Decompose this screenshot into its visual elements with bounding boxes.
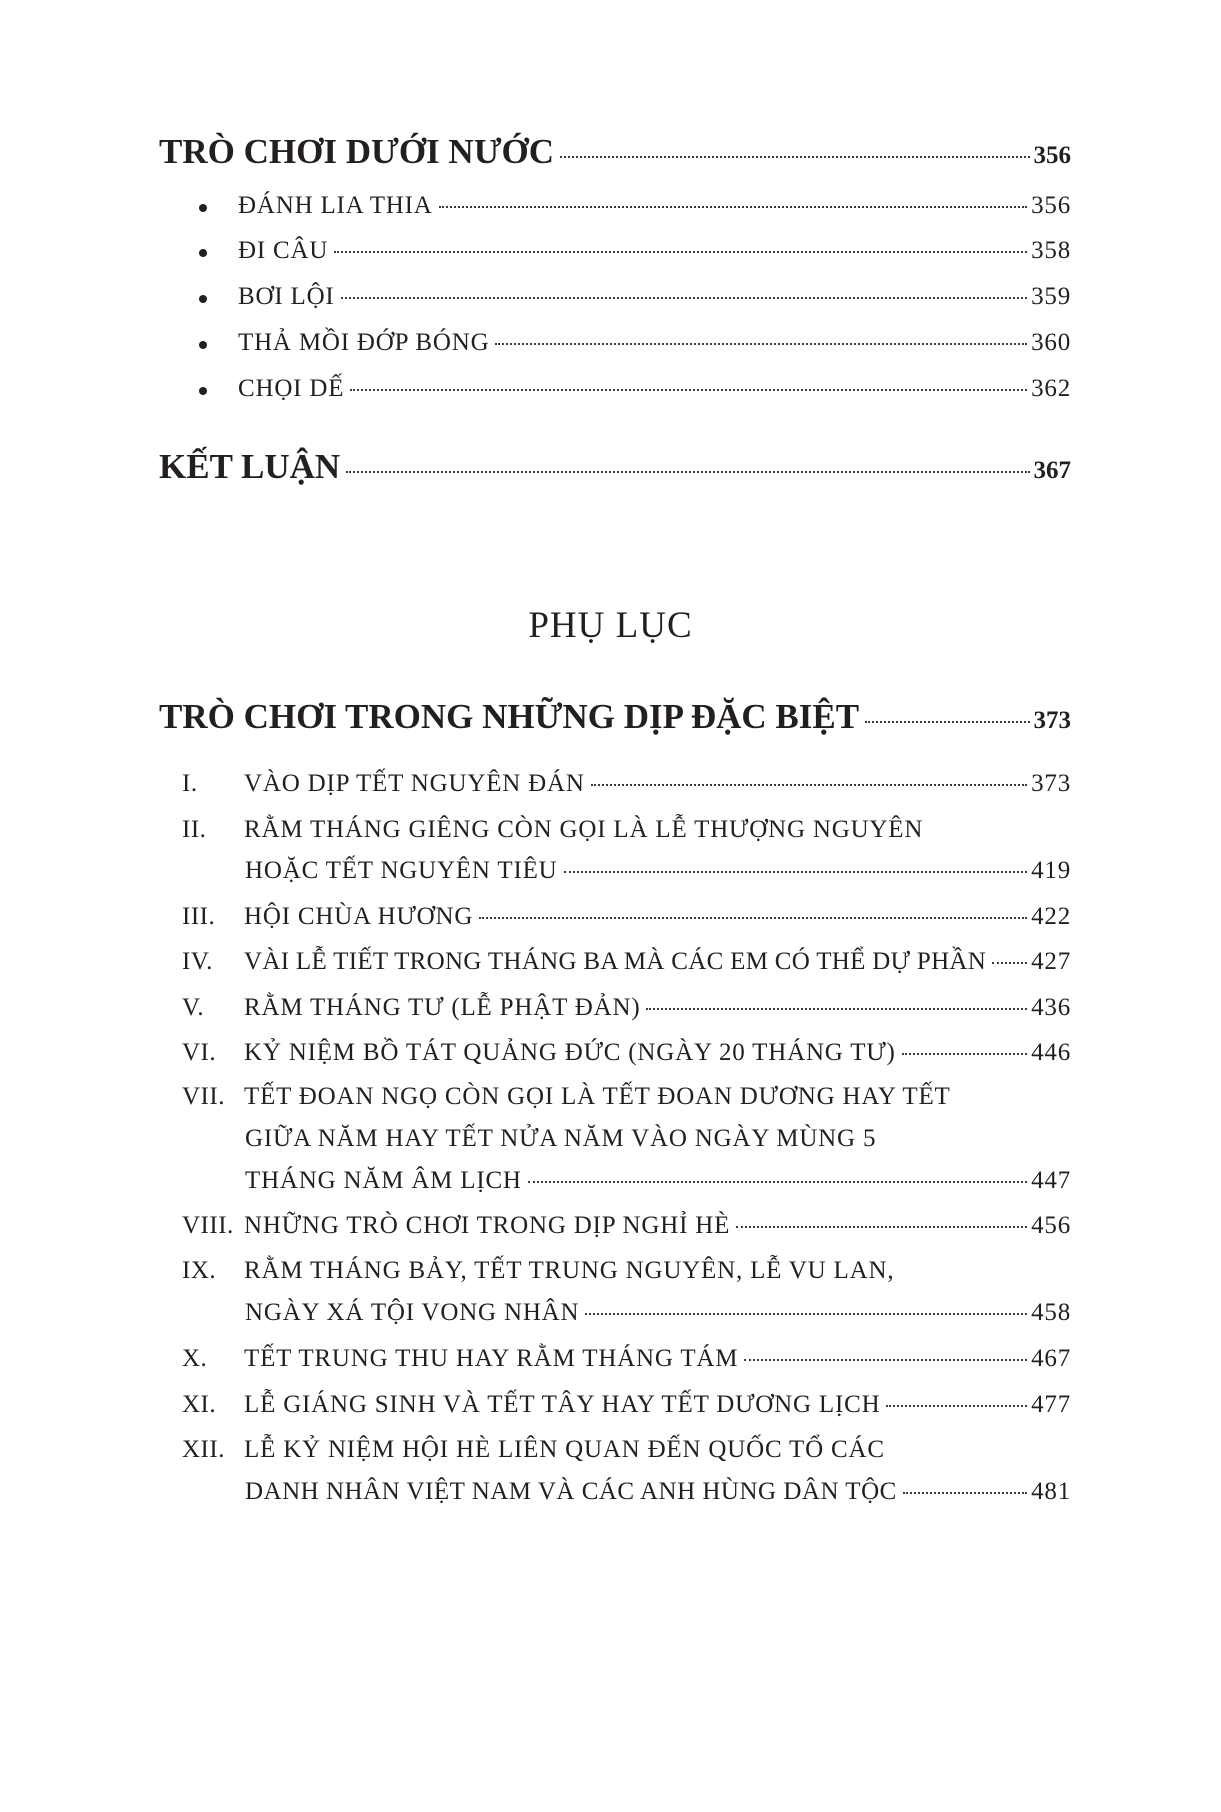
dot-leader: [736, 1225, 1027, 1228]
toc-entry-label: HOẶC TẾT NGUYÊN TIÊU: [245, 857, 558, 884]
toc-entry-label: KỶ NIỆM BỒ TÁT QUẢNG ĐỨC (NGÀY 20 THÁNG TƯ): [244, 1039, 896, 1066]
toc-entry-label: NHỮNG TRÒ CHƠI TRONG DỊP NGHỈ HÈ: [244, 1212, 731, 1239]
toc-entry-label: HỘI CHÙA HƯƠNG: [244, 903, 474, 930]
toc-page-number: 373: [1031, 770, 1071, 797]
toc-entry-number: II.: [182, 816, 207, 843]
toc-page-number: 422: [1031, 903, 1071, 930]
toc-entry: [238, 192, 1071, 220]
dot-leader: [585, 1312, 1027, 1315]
dot-leader: [992, 961, 1027, 964]
bullet-icon: [199, 387, 207, 395]
bullet-icon: [199, 341, 207, 349]
toc-entry-label: ĐÁNH LIA THIA: [238, 192, 433, 219]
toc-entry-continuation: [245, 1299, 1071, 1327]
dot-leader: [646, 1007, 1027, 1010]
toc-entry-label: DANH NHÂN VIỆT NAM VÀ CÁC ANH HÙNG DÂN TỘC: [245, 1478, 897, 1505]
toc-entry-label: RẰM THÁNG TƯ (LỄ PHẬT ĐẢN): [244, 994, 641, 1021]
toc-heading-special-occasions: [159, 697, 1071, 737]
toc-page-number: 427: [1031, 948, 1071, 975]
toc-entry-label: LỄ KỶ NIỆM HỘI HÈ LIÊN QUAN ĐẾN QUỐC TỔ CÁC: [244, 1436, 885, 1463]
toc-entry: [182, 816, 1071, 844]
toc-entry-label: VÀO DỊP TẾT NGUYÊN ĐÁN: [244, 770, 585, 797]
toc-entry-label: LỄ GIÁNG SINH VÀ TẾT TÂY HAY TẾT DƯƠNG LỊCH: [244, 1391, 881, 1418]
dot-leader: [865, 720, 1029, 723]
toc-page-number: 446: [1031, 1039, 1071, 1066]
dot-leader: [334, 250, 1027, 253]
bullet-icon: [199, 295, 207, 303]
dot-leader: [744, 1358, 1027, 1361]
toc-entry: [182, 1391, 1071, 1419]
toc-entry: [182, 994, 1071, 1022]
toc-entry-label: VÀI LỄ TIẾT TRONG THÁNG BA MÀ CÁC EM CÓ THỂ DỰ PHẦN: [244, 948, 987, 975]
toc-entry-continuation: [245, 1478, 1071, 1506]
toc-heading-conclusion: [159, 447, 1071, 487]
toc-entry-label: NGÀY XÁ TỘI VONG NHÂN: [245, 1299, 580, 1326]
toc-page-number: 359: [1031, 283, 1071, 310]
toc-entry: [182, 1345, 1071, 1373]
toc-entry: [182, 1039, 1071, 1067]
dot-leader: [564, 870, 1028, 873]
toc-entry-label: RẰM THÁNG GIÊNG CÒN GỌI LÀ LỄ THƯỢNG NGUYÊN: [244, 816, 924, 843]
dot-leader: [902, 1052, 1027, 1055]
toc-entry: [238, 375, 1071, 403]
bullet-icon: [199, 204, 207, 212]
toc-entry-number: IV.: [182, 948, 213, 975]
toc-page-number: 373: [1033, 707, 1071, 734]
toc-page-number: 356: [1033, 142, 1071, 169]
toc-heading-title: TRÒ CHƠI DƯỚI NƯỚC: [159, 132, 555, 171]
toc-entry: [182, 770, 1071, 798]
toc-entry-label: THẢ MỒI ĐỚP BÓNG: [238, 329, 490, 356]
toc-page-number: 358: [1031, 237, 1071, 264]
toc-entry-label: BƠI LỘI: [238, 283, 335, 310]
toc-entry-number: XII.: [182, 1436, 225, 1463]
toc-page-number: 436: [1031, 994, 1071, 1021]
toc-entry-continuation: [245, 1167, 1071, 1195]
toc-entry-label: CHỌI DẾ: [238, 375, 345, 402]
dot-leader: [341, 296, 1028, 299]
toc-page-number: 447: [1031, 1167, 1071, 1194]
toc-entry-number: V.: [182, 994, 205, 1021]
dot-leader: [903, 1491, 1027, 1494]
toc-entry-number: I.: [182, 770, 198, 797]
toc-page-number: 419: [1031, 857, 1071, 884]
toc-page-number: 367: [1033, 457, 1071, 484]
toc-entry: [182, 1212, 1071, 1240]
toc-heading-water-games: [159, 132, 1071, 172]
toc-page-number: 458: [1031, 1299, 1071, 1326]
dot-leader: [886, 1404, 1027, 1407]
toc-page-number: 356: [1031, 192, 1071, 219]
toc-page-number: 467: [1031, 1345, 1071, 1372]
toc-entry-label: RẰM THÁNG BẢY, TẾT TRUNG NGUYÊN, LỄ VU LAN,: [244, 1257, 895, 1284]
toc-page-number: 362: [1031, 375, 1071, 402]
appendix-title: PHỤ LỤC: [528, 605, 693, 646]
toc-entry-continuation: GIỮA NĂM HAY TẾT NỬA NĂM VÀO NGÀY MÙNG 5: [245, 1125, 877, 1152]
toc-entry: [238, 283, 1071, 311]
toc-page-number: 477: [1031, 1391, 1071, 1418]
toc-entry-number: XI.: [182, 1391, 217, 1418]
toc-entry-label: ĐI CÂU: [238, 237, 329, 264]
toc-entry-number: IX.: [182, 1257, 217, 1284]
toc-heading-title: TRÒ CHƠI TRONG NHỮNG DỊP ĐẶC BIỆT: [159, 697, 860, 736]
toc-entry-number: III.: [182, 903, 216, 930]
toc-entry-number: X.: [182, 1345, 208, 1372]
toc-page-number: 481: [1031, 1478, 1071, 1505]
toc-entry: [182, 1083, 1071, 1111]
toc-entry-continuation: [245, 857, 1071, 885]
toc-entry: [182, 903, 1071, 931]
bullet-icon: [199, 249, 207, 257]
dot-leader: [528, 1180, 1027, 1183]
toc-entry: [238, 329, 1071, 357]
dot-leader: [560, 155, 1029, 158]
toc-entry-label: TẾT TRUNG THU HAY RẰM THÁNG TÁM: [244, 1345, 739, 1372]
toc-entry: [182, 1436, 1071, 1464]
toc-entry-number: VI.: [182, 1039, 217, 1066]
toc-entry-label: TẾT ĐOAN NGỌ CÒN GỌI LÀ TẾT ĐOAN DƯƠNG HAY TẾT: [244, 1083, 951, 1110]
toc-entry-number: VIII.: [182, 1212, 234, 1239]
toc-entry-label: THÁNG NĂM ÂM LỊCH: [245, 1167, 522, 1194]
dot-leader: [346, 470, 1029, 473]
toc-entry: [238, 237, 1071, 265]
toc-entry-number: VII.: [182, 1083, 225, 1110]
dot-leader: [479, 916, 1027, 919]
toc-entry: [182, 948, 1071, 976]
toc-entry: [182, 1257, 1071, 1285]
dot-leader: [591, 783, 1027, 786]
toc-heading-title: KẾT LUẬN: [159, 447, 341, 486]
dot-leader: [495, 342, 1027, 345]
dot-leader: [439, 205, 1027, 208]
toc-page-number: 360: [1031, 329, 1071, 356]
toc-page-number: 456: [1031, 1212, 1071, 1239]
dot-leader: [350, 388, 1027, 391]
